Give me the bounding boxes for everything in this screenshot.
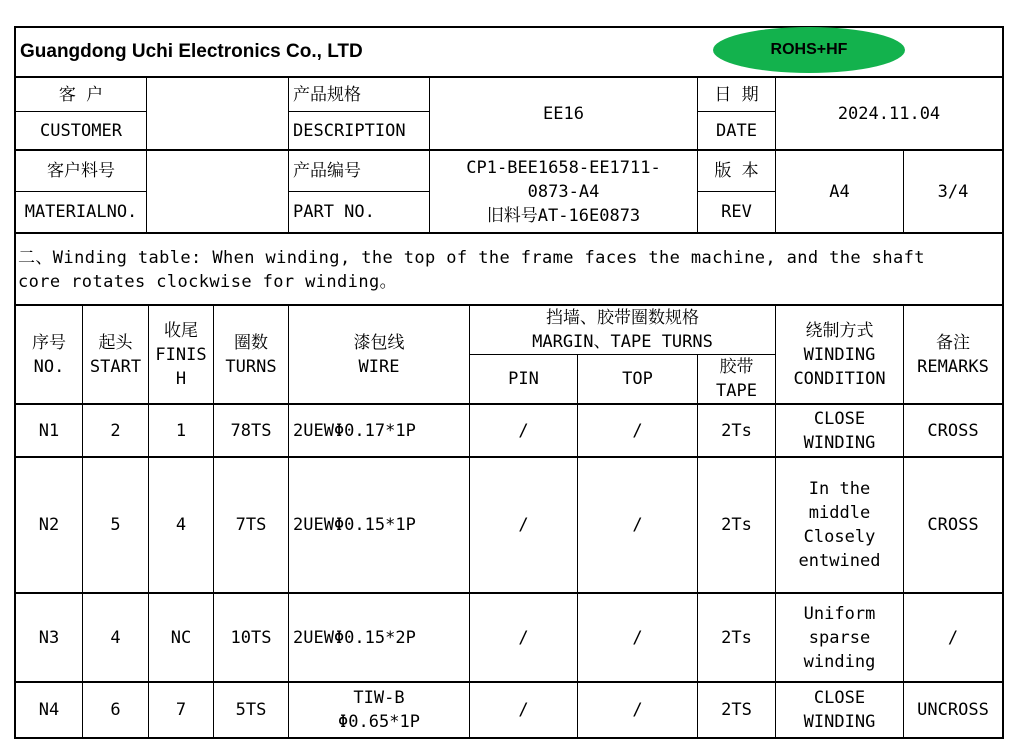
cell-condition: CLOSE WINDING bbox=[803, 408, 876, 453]
col-header-margin: 挡墙、胶带圈数规格 MARGIN、TAPE TURNS bbox=[532, 308, 713, 352]
revision-value: A4 bbox=[829, 181, 850, 202]
cell-finish: NC bbox=[170, 627, 192, 648]
cell-turns: 5TS bbox=[235, 700, 267, 720]
cell-top: / bbox=[632, 627, 643, 648]
cell-no: N4 bbox=[38, 700, 60, 720]
col-header-pin: PIN bbox=[508, 369, 539, 389]
cell-pin: / bbox=[518, 627, 529, 648]
cell-turns: 7TS bbox=[235, 515, 267, 535]
cell-remarks: CROSS bbox=[927, 420, 979, 441]
cell-pin: / bbox=[518, 420, 529, 441]
cell-remarks: CROSS bbox=[927, 515, 979, 535]
frame-bottom bbox=[14, 737, 1004, 739]
cell-wire: 2UEWΦ0.15*1P bbox=[293, 515, 416, 535]
cell-no: N1 bbox=[38, 420, 60, 441]
cell-no: N2 bbox=[38, 515, 60, 535]
cell-pin: / bbox=[518, 700, 529, 720]
rohs-hf-badge: ROHS+HF bbox=[713, 27, 905, 73]
customer-label-en: CUSTOMER bbox=[40, 120, 122, 141]
company-name: Guangdong Uchi Electronics Co., LTD bbox=[20, 41, 363, 62]
material-label-en: MATERIALNO. bbox=[24, 202, 138, 222]
cell-condition: In the middle Closely entwined bbox=[798, 479, 881, 571]
customer-label-cn: 客 户 bbox=[58, 84, 104, 105]
cell-tape: 2Ts bbox=[721, 515, 752, 535]
cell-pin: / bbox=[518, 515, 529, 535]
col-header-wire: 漆包线 WIRE bbox=[353, 332, 405, 377]
cell-tape: 2Ts bbox=[721, 627, 752, 648]
cell-wire: 2UEWΦ0.17*1P bbox=[293, 420, 416, 441]
cell-finish: 7 bbox=[175, 700, 187, 720]
cell-top: / bbox=[632, 420, 643, 441]
cell-condition: CLOSE WINDING bbox=[803, 688, 876, 732]
cell-start: 2 bbox=[110, 420, 121, 441]
col-header-top: TOP bbox=[622, 369, 653, 389]
cell-start: 4 bbox=[110, 627, 121, 648]
part-number-value: CP1-BEE1658-EE1711- 0873-A4 旧料号AT-16E0873 bbox=[466, 157, 661, 226]
page-number: 3/4 bbox=[937, 181, 969, 202]
date-label-cn: 日 期 bbox=[714, 84, 759, 105]
description-value: EE16 bbox=[543, 103, 584, 124]
col-header-start: 起头 START bbox=[89, 332, 142, 377]
cell-no: N3 bbox=[38, 627, 60, 648]
part-label-cn: 产品编号 bbox=[293, 161, 361, 181]
cell-finish: 1 bbox=[175, 420, 187, 441]
cell-turns: 78TS bbox=[230, 420, 272, 441]
cell-turns: 10TS bbox=[230, 627, 272, 648]
material-label-cn: 客户料号 bbox=[47, 161, 115, 181]
section-title: 二、Winding table: When winding, the top of the frame faces the machine, and the shaft core rotates clockwise for winding。 bbox=[18, 248, 925, 292]
date-value: 2024.11.04 bbox=[837, 103, 941, 124]
material-value bbox=[147, 151, 288, 232]
cell-finish: 4 bbox=[175, 515, 187, 535]
revision-label-en: REV bbox=[721, 202, 752, 222]
col-header-turns: 圈数 TURNS bbox=[225, 332, 277, 377]
frame-right bbox=[1002, 26, 1004, 739]
cell-tape: 2Ts bbox=[721, 420, 752, 441]
hline bbox=[14, 232, 1004, 234]
description-label-cn: 产品规格 bbox=[293, 84, 361, 105]
part-label-en: PART NO. bbox=[293, 202, 375, 222]
customer-value bbox=[147, 78, 288, 149]
revision-label-cn: 版 本 bbox=[714, 161, 759, 181]
col-header-finish: 收尾 FINIS H bbox=[155, 320, 207, 389]
description-label-en: DESCRIPTION bbox=[293, 120, 406, 141]
cell-wire: 2UEWΦ0.15*2P bbox=[293, 627, 416, 648]
cell-condition: Uniform sparse winding bbox=[803, 603, 876, 672]
cell-top: / bbox=[632, 515, 643, 535]
cell-wire: TIW-B Φ0.65*1P bbox=[338, 688, 420, 732]
cell-remarks: / bbox=[947, 627, 959, 648]
col-header-tape: 胶带 TAPE bbox=[716, 357, 757, 401]
col-header-no: 序号 NO. bbox=[32, 332, 66, 377]
date-label-en: DATE bbox=[716, 120, 757, 141]
col-header-remarks: 备注 REMARKS bbox=[917, 332, 989, 377]
col-header-condition: 绕制方式 WINDING CONDITION bbox=[793, 320, 886, 389]
cell-tape: 2TS bbox=[721, 700, 752, 720]
cell-remarks: UNCROSS bbox=[917, 700, 989, 720]
cell-top: / bbox=[632, 700, 643, 720]
cell-start: 5 bbox=[110, 515, 121, 535]
cell-start: 6 bbox=[110, 700, 121, 720]
